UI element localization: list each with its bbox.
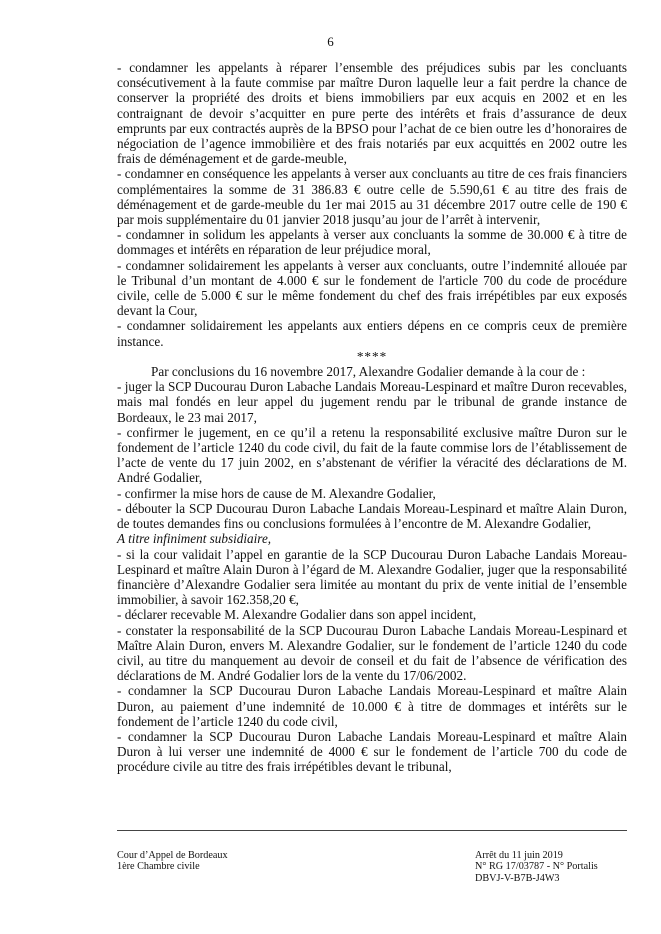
paragraph: - condamner la SCP Ducourau Duron Labache Landais Moreau-Lespinard et maître Alain Duron à lui verser une indemnité de 4000 € sur le fondement de l’article 700 du code de procédure civile au titre des frais irrépétibles devant le tribunal, bbox=[117, 728, 627, 775]
footer-portalis-id: DBVJ-V-B7B-J4W3 bbox=[475, 872, 560, 884]
paragraph: - déclarer recevable M. Alexandre Godalier dans son appel incident, bbox=[117, 607, 477, 623]
footer-court-info bbox=[117, 850, 228, 873]
paragraph: - condamner solidairement les appelants à verser aux concluants, outre l’indemnité allouée par le Tribunal d’un montant de 4.000 € sur le fondement de l'article 700 du code de procédure civile, celle de 5.000 € sur le même fondement du chef des frais irrépétibles par eux exposés devant la Cour, bbox=[117, 257, 627, 319]
footer-decision-date: Arrêt du 11 juin 2019 bbox=[475, 850, 563, 861]
paragraph: - débouter la SCP Ducourau Duron Labache Landais Moreau-Lespinard et maître Alain Duron, de toutes demandes fins ou conclusions formulées à l’encontre de M. Alexandre Godalier, bbox=[117, 500, 627, 532]
paragraph: - condamner en conséquence les appelants à verser aux concluants au titre de ces frais financiers complémentaires la somme de 31 386.83 € outre celle de 5.590,61 € au titre des frais de déménagement et de garde-meuble du 1er mai 2015 au 31 décembre 2017 outre celle de 190 € par mois supplémentaire du 01 janvier 2018 jusqu’au jour de l’arrêt à intervenir, bbox=[117, 166, 627, 228]
footer-chamber: 1ère Chambre civile bbox=[117, 861, 200, 873]
footer-rg-number: N° RG 17/03787 - N° Portalis bbox=[475, 861, 598, 873]
subsidiary-heading: A titre infiniment subsidiaire, bbox=[117, 531, 272, 547]
paragraph: - constater la responsabilité de la SCP Ducourau Duron Labache Landais Moreau-Lespinard et Maître Alain Duron, envers M. Alexandre Godalier, sur le fondement de l’article 1240 du code civil, au titre du manquement au devoir de conseil et du fait de l’absence de vérification des déclarations de M. André Godalier lors de la vente du 17/06/2002. bbox=[117, 622, 627, 684]
document-body bbox=[117, 60, 627, 775]
paragraph: - juger la SCP Ducourau Duron Labache Landais Moreau-Lespinard et maître Duron recevables, mais mal fondés en leur appel du jugement rendu par le tribunal de grande instance de Bordeaux, le 23 mai 2017, bbox=[117, 379, 627, 425]
paragraph: - confirmer le jugement, en ce qu’il a retenu la responsabilité exclusive maître Duron sur le fondement de l’article 1240 du code civil, du fait de la faute commise lors de l’établissement de l’acte de vente du 17 juin 2002, en s’abstenant de vérifier la véracité des déclarations de M. André Godalier, bbox=[117, 424, 627, 486]
intro-paragraph: Par conclusions du 16 novembre 2017, Alexandre Godalier demande à la cour de : bbox=[151, 364, 586, 380]
paragraph: - si la cour validait l’appel en garantie de la SCP Ducourau Duron Labache Landais Moreau-Lespinard et maître Alain Duron à l’égard de M. Alexandre Godalier, juger que la responsabilité financière d’Alexandre Godalier sera limitée au montant du prix de vente initial de l’ensemble immobilier, à savoir 162.358,20 €, bbox=[117, 546, 627, 608]
footer-divider bbox=[117, 830, 627, 831]
paragraph: - condamner les appelants à réparer l’ensemble des préjudices subis par les concluants consécutivement à la faute commise par maître Duron laquelle leur a fait perdre la chance de conserver la propriété des droits et biens immobiliers par eux acquis en 2002 et en les contraignant de devoir s’acquitter en pure perte des intérêts et frais d’assurance de deux emprunts par eux contractés auprès de la BPSO pour l’achat de ce bien outre les d’honoraires de négociation de l’agence immobilière et des frais notariés par eux acquittés en 2002 outre les frais de déménagement et de garde-meuble, bbox=[117, 60, 627, 167]
paragraph: - condamner solidairement les appelants aux entiers dépens en ce compris ceux de première instance. bbox=[117, 318, 627, 349]
footer-court: Cour d’Appel de Bordeaux bbox=[117, 850, 228, 861]
section-separator: **** bbox=[356, 348, 388, 364]
page-number: 6 bbox=[327, 34, 334, 49]
paragraph: - confirmer la mise hors de cause de M. Alexandre Godalier, bbox=[117, 485, 436, 501]
footer-case-info bbox=[475, 850, 598, 884]
paragraph: - condamner in solidum les appelants à verser aux concluants la somme de 30.000 € à titre de dommages et intérêts en réparation de leur préjudice moral, bbox=[117, 227, 627, 258]
paragraph: - condamner la SCP Ducourau Duron Labache Landais Moreau-Lespinard et maître Alain Duron, au paiement d’une indemnité de 10.000 € à titre de dommages et intérêts sur le fondement de l’article 1240 du code civil, bbox=[117, 683, 627, 729]
